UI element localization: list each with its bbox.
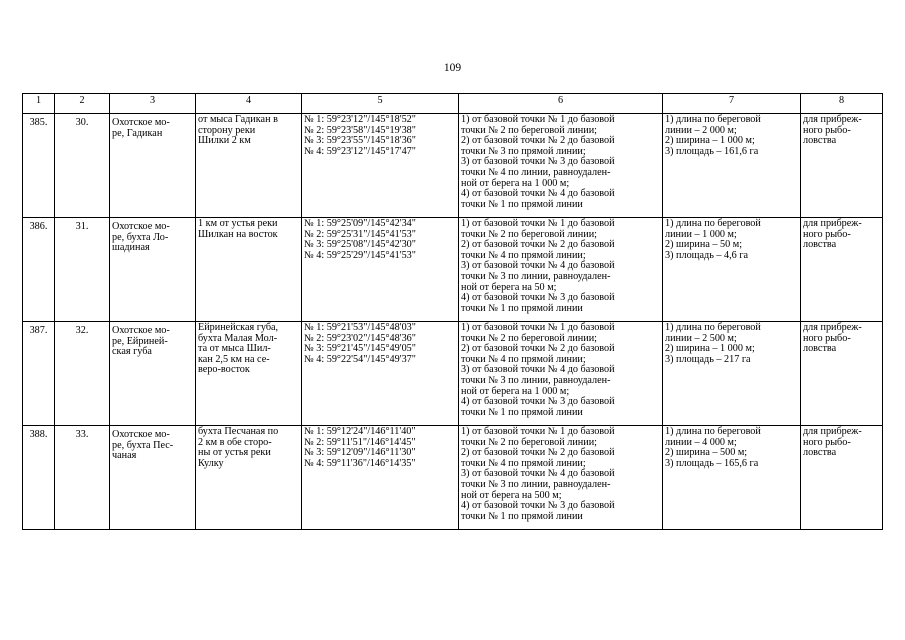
cell-text-line: 2) ширина – 50 м;	[665, 239, 743, 251]
cell-text-line: линии – 4 000 м;	[665, 436, 737, 448]
row-number-cell: 386.	[23, 218, 55, 322]
page-number: 109	[443, 62, 462, 74]
location-cell	[196, 322, 302, 426]
cell-text-line: точки № 1 по прямой линии	[461, 302, 583, 314]
cell-text-line: ны от устья реки	[198, 447, 271, 459]
cell-text-line: точки № 2 по береговой линии;	[461, 228, 597, 240]
column-header: 7	[663, 94, 801, 114]
cell-text-line: чаная	[112, 450, 137, 462]
fishing-sites-table	[22, 93, 883, 530]
cell-text-line: точки № 4 по линии, равноудален-	[461, 166, 611, 178]
cell-text-line: точки № 3 по линии, равноудален-	[461, 374, 611, 386]
cell-text-line: 3) от базовой точки № 4 до базовой	[461, 364, 615, 376]
dimensions-cell	[663, 426, 801, 530]
purpose-cell	[801, 114, 883, 218]
cell-text-line: № 1: 59°23'12"/145°18'52"	[304, 114, 416, 125]
cell-text-line: № 4: 59°23'12"/145°17'47"	[304, 145, 416, 157]
cell-text-line: № 2: 59°25'31"/145°41'53"	[304, 228, 416, 240]
table-row	[23, 114, 883, 218]
row-number-cell: 388.	[23, 426, 55, 530]
cell-text-line: ного рыбо-	[803, 332, 851, 344]
cell-text-line: ре, бухта Ло-	[112, 231, 169, 243]
water-body-cell	[110, 426, 196, 530]
cell-text-line: Ейринейская губа,	[198, 322, 279, 333]
cell-text-line: ловства	[803, 447, 837, 459]
cell-text-line: № 1: 59°21'53"/145°48'03"	[304, 322, 416, 333]
dimensions-cell	[663, 322, 801, 426]
cell-text-line: ной от берега на 1 000 м;	[461, 177, 570, 189]
column-header: 2	[55, 94, 110, 114]
cell-text-line: ной от берега на 1 000 м;	[461, 385, 570, 397]
boundary-description-cell	[459, 426, 663, 530]
cell-text-line: 1) от базовой точки № 1 до базовой	[461, 322, 615, 333]
cell-text-line: 3) от базовой точки № 4 до базовой	[461, 260, 615, 272]
cell-text-line: для прибреж-	[803, 218, 862, 229]
cell-text-line: 3) площадь – 165,6 га	[665, 457, 759, 469]
row-number-cell: 385.	[23, 114, 55, 218]
cell-text-line: точки № 4 по прямой линии;	[461, 457, 586, 469]
cell-text-line: 3) площадь – 217 га	[665, 353, 751, 365]
column-header: 6	[459, 94, 663, 114]
cell-text-line: № 3: 59°25'08"/145°42'30"	[304, 239, 416, 251]
cell-text-line: 2) от базовой точки № 2 до базовой	[461, 239, 615, 251]
cell-text-line: 1) длина по береговой	[665, 218, 761, 229]
cell-text-line: 1) длина по береговой	[665, 426, 761, 437]
cell-text-line: линии – 2 000 м;	[665, 124, 737, 136]
cell-text-line: Шилки 2 км	[198, 135, 251, 147]
cell-text-line: бухта Песчаная по	[198, 426, 279, 437]
cell-text-line: для прибреж-	[803, 114, 862, 125]
cell-text-line: 1) от базовой точки № 1 до базовой	[461, 426, 615, 437]
cell-text-line: 2) ширина – 1 000 м;	[665, 343, 755, 355]
location-cell	[196, 114, 302, 218]
cell-text-line: точки № 1 по прямой линии	[461, 406, 583, 418]
coordinates-cell	[302, 322, 459, 426]
cell-text-line: ре, Ейриней-	[112, 335, 168, 347]
cell-text-line: точки № 2 по береговой линии;	[461, 436, 597, 448]
dimensions-cell	[663, 114, 801, 218]
cell-text-line: точки № 1 по прямой линии	[461, 198, 583, 210]
purpose-cell	[801, 218, 883, 322]
purpose-cell	[801, 426, 883, 530]
cell-text-line: линии – 2 500 м;	[665, 332, 737, 344]
cell-text-line: 1 км от устья реки	[198, 218, 278, 229]
cell-text-line: № 2: 59°23'58"/145°19'38"	[304, 124, 416, 136]
cell-text-line: ловства	[803, 343, 837, 355]
column-header: 4	[196, 94, 302, 114]
location-cell	[196, 426, 302, 530]
cell-text-line: № 1: 59°12'24"/146°11'40"	[304, 426, 416, 437]
table-row	[23, 426, 883, 530]
cell-text-line: линии – 1 000 м;	[665, 228, 737, 240]
sub-number-cell: 30.	[55, 114, 110, 218]
cell-text-line: 1) длина по береговой	[665, 114, 761, 125]
cell-text-line: ская губа	[112, 346, 152, 358]
row-number-cell: 387.	[23, 322, 55, 426]
cell-text-line: 2) ширина – 500 м;	[665, 447, 748, 459]
sub-number-cell: 32.	[55, 322, 110, 426]
cell-text-line: сторону реки	[198, 124, 256, 136]
column-header: 3	[110, 94, 196, 114]
water-body-cell	[110, 114, 196, 218]
cell-text-line: № 4: 59°25'29"/145°41'53"	[304, 249, 416, 261]
cell-text-line: ре, бухта Пес-	[112, 439, 174, 451]
dimensions-cell	[663, 218, 801, 322]
cell-text-line: ной от берега на 500 м;	[461, 489, 562, 501]
cell-text-line: для прибреж-	[803, 426, 862, 437]
cell-text-line: точки № 2 по береговой линии;	[461, 332, 597, 344]
boundary-description-cell	[459, 114, 663, 218]
cell-text-line: 4) от базовой точки № 3 до базовой	[461, 396, 615, 408]
cell-text-line: Охотское мо-	[112, 221, 170, 232]
cell-text-line: ловства	[803, 135, 837, 147]
cell-text-line: ной от берега на 50 м;	[461, 281, 557, 293]
cell-text-line: для прибреж-	[803, 322, 862, 333]
cell-text-line: 2) от базовой точки № 2 до базовой	[461, 135, 615, 147]
cell-text-line: точки № 1 по прямой линии	[461, 510, 583, 522]
cell-text-line: точки № 4 по прямой линии;	[461, 353, 586, 365]
cell-text-line: Охотское мо-	[112, 325, 170, 336]
cell-text-line: № 4: 59°11'36"/146°14'35"	[304, 457, 416, 469]
cell-text-line: ре, Гадикан	[112, 127, 163, 139]
cell-text-line: та от мыса Шил-	[198, 343, 271, 355]
cell-text-line: 1) от базовой точки № 1 до базовой	[461, 218, 615, 229]
cell-text-line: ловства	[803, 239, 837, 251]
cell-text-line: 3) от базовой точки № 4 до базовой	[461, 468, 615, 480]
cell-text-line: 4) от базовой точки № 3 до базовой	[461, 292, 615, 304]
coordinates-cell	[302, 114, 459, 218]
cell-text-line: 2) от базовой точки № 2 до базовой	[461, 447, 615, 459]
cell-text-line: 2) ширина – 1 000 м;	[665, 135, 755, 147]
cell-text-line: ного рыбо-	[803, 436, 851, 448]
cell-text-line: точки № 4 по прямой линии;	[461, 249, 586, 261]
cell-text-line: 1) длина по береговой	[665, 322, 761, 333]
header-row	[23, 94, 883, 114]
cell-text-line: 2) от базовой точки № 2 до базовой	[461, 343, 615, 355]
cell-text-line: № 1: 59°25'09"/145°42'34"	[304, 218, 416, 229]
coordinates-cell	[302, 218, 459, 322]
table-row	[23, 322, 883, 426]
column-header: 1	[23, 94, 55, 114]
cell-text-line: кан 2,5 км на се-	[198, 353, 270, 365]
cell-text-line: № 3: 59°12'09"/146°11'30"	[304, 447, 416, 459]
cell-text-line: ного рыбо-	[803, 228, 851, 240]
purpose-cell	[801, 322, 883, 426]
cell-text-line: № 2: 59°23'02"/145°48'36"	[304, 332, 416, 344]
cell-text-line: 3) площадь – 4,6 га	[665, 249, 749, 261]
cell-text-line: точки № 3 по линии, равноудален-	[461, 270, 611, 282]
cell-text-line: № 3: 59°23'55"/145°18'36"	[304, 135, 416, 147]
cell-text-line: точки № 3 по прямой линии;	[461, 145, 586, 157]
cell-text-line: № 3: 59°21'45"/145°49'05"	[304, 343, 416, 355]
boundary-description-cell	[459, 322, 663, 426]
coordinates-cell	[302, 426, 459, 530]
location-cell	[196, 218, 302, 322]
cell-text-line: ного рыбо-	[803, 124, 851, 136]
water-body-cell	[110, 218, 196, 322]
cell-text-line: веро-восток	[198, 364, 250, 376]
cell-text-line: 2 км в обе сторо-	[198, 436, 272, 448]
sub-number-cell: 31.	[55, 218, 110, 322]
column-header: 5	[302, 94, 459, 114]
cell-text-line: Охотское мо-	[112, 429, 170, 440]
cell-text-line: № 2: 59°11'51"/146°14'45"	[304, 436, 416, 448]
cell-text-line: Охотское мо-	[112, 117, 170, 128]
cell-text-line: 4) от базовой точки № 3 до базовой	[461, 500, 615, 512]
cell-text-line: Шилкан на восток	[198, 228, 278, 240]
table-body	[23, 114, 883, 530]
cell-text-line: № 4: 59°22'54"/145°49'37"	[304, 353, 416, 365]
cell-text-line: 4) от базовой точки № 4 до базовой	[461, 188, 615, 200]
cell-text-line: точки № 2 по береговой линии;	[461, 124, 597, 136]
water-body-cell	[110, 322, 196, 426]
table-row	[23, 218, 883, 322]
sub-number-cell: 33.	[55, 426, 110, 530]
column-header: 8	[801, 94, 883, 114]
cell-text-line: бухта Малая Мол-	[198, 332, 278, 344]
cell-text-line: 3) площадь – 161,6 га	[665, 145, 759, 157]
cell-text-line: от мыса Гадикан в	[198, 114, 278, 125]
cell-text-line: 3) от базовой точки № 3 до базовой	[461, 156, 615, 168]
cell-text-line: шадиная	[112, 242, 150, 254]
cell-text-line: точки № 3 по линии, равноудален-	[461, 478, 611, 490]
cell-text-line: 1) от базовой точки № 1 до базовой	[461, 114, 615, 125]
cell-text-line: Кулку	[198, 457, 224, 469]
boundary-description-cell	[459, 218, 663, 322]
